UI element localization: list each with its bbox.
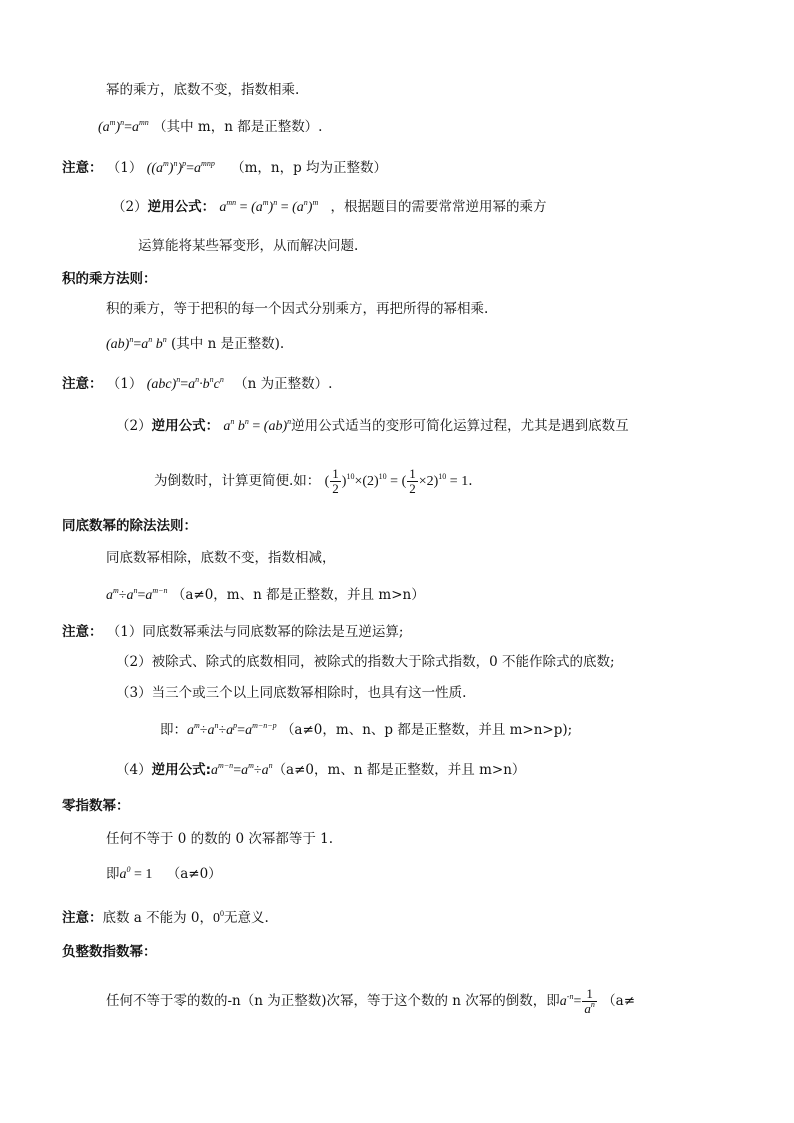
note-text: 底数 a 不能为 0， xyxy=(102,910,214,926)
formula-condition: （a≠0） xyxy=(166,866,222,882)
note-condition: （m，n，p 均为正整数） xyxy=(231,160,388,176)
note-1-row xyxy=(62,622,403,642)
note-3-text: （3）当三个或三个以上同底数幂相除时，也具有这一性质. xyxy=(116,685,467,701)
note-2-continuation: 为倒数时，计算更简便.如： xyxy=(154,473,321,489)
section-heading-zero-exponent: 零指数幂： xyxy=(62,798,130,814)
note-1-row: 注意： （1） $(abc)^n=a^n\cdot b^nc^n$ （n 为正整数）. xyxy=(62,375,333,392)
note-label: 注意： xyxy=(62,910,103,926)
negative-exponent-intro: 任何不等于零的数的-n（n 为正整数)次幂，等于这个数的 n 次幂的倒数，即 xyxy=(106,993,560,1009)
reverse-formula-label: 逆用公式： xyxy=(147,199,216,215)
zero-exponent-formula: 即$a^0 = 1$ （a≠0） xyxy=(106,865,222,882)
formula-condition: （a≠0，m、n 都是正整数，并且 m>n） xyxy=(171,587,425,603)
note-2-tail: ，根据题目的需要常常逆用幂的乘方 xyxy=(330,199,547,215)
note-label: 注意： xyxy=(62,160,103,176)
example-end: . xyxy=(468,473,473,489)
division-intro: 同底数幂相除，底数不变，指数相减， xyxy=(106,550,336,566)
note-label: 注意： xyxy=(62,624,103,640)
note-1-row: 注意： （1） $((a^m)^n)^p=a^{mnp}$ （m，n，p 均为正整数） xyxy=(62,159,388,176)
zero-exponent-note: 注意：底数 a 不能为 0，$0^0$无意义. xyxy=(62,909,269,926)
note-label: 注意： xyxy=(62,376,103,392)
note-index: （1） xyxy=(106,160,143,176)
note-2-tail: 逆用公式适当的变形可简化运算过程，尤其是遇到底数互 xyxy=(291,418,629,434)
note-2-text: （2）被除式、除式的底数相同，被除式的指数大于除式指数，0 不能作除式的底数; xyxy=(116,654,615,670)
note-condition: （n 为正整数）. xyxy=(234,376,333,392)
section-heading-division: 同底数幂的除法法则： xyxy=(62,518,197,534)
formula-condition: (其中 n 是正整数). xyxy=(171,336,285,352)
note-index: （4） xyxy=(116,762,152,778)
note-3-formula: 即：$a^m\div a^n\div a^p=a^{m-n-p}$ （a≠0，m、n、p 都是正整数，并且 m>n>p); xyxy=(160,721,573,738)
formula-condition: （a≠ xyxy=(602,993,636,1009)
note-tail: 无意义. xyxy=(224,910,269,926)
note-index: （2） xyxy=(116,418,152,434)
note-2-continuation: 运算能将某些幂变形，从而解决问题. xyxy=(138,238,359,254)
note-index: （2） xyxy=(112,199,148,215)
formula-condition: （其中 m，n 都是正整数）. xyxy=(153,119,323,135)
zero-exponent-intro: 任何不等于 0 的数的 0 次幂都等于 1. xyxy=(106,831,334,847)
note-index: （1） xyxy=(106,376,143,392)
product-power-formula: $(ab)^n=a^n$ $b^n$ (其中 n 是正整数). xyxy=(106,335,285,352)
reverse-formula-label: 逆用公式: xyxy=(151,762,211,778)
formula-condition: （a≠0，m、n、p 都是正整数，并且 m>n>p); xyxy=(280,722,573,738)
fraction-one-half: $\frac{1}{2}$ xyxy=(332,466,339,496)
reverse-formula-label: 逆用公式： xyxy=(151,418,220,434)
power-of-power-formula: $(a^m)^n=a^{mn}$ （其中 m，n 都是正整数）. xyxy=(98,118,323,135)
note-1-text: （1）同底数幂乘法与同底数幂的除法是互逆运算; xyxy=(106,624,404,640)
note-3-prefix: 即： xyxy=(160,722,187,738)
note-2-example-row: 为倒数时，计算更简便.如： ( $\frac{1}{2}$ )$^{10}\times(2)^{10}$ = ( $\frac{1}{2}$ ×2)$^{10}$ = 1. xyxy=(154,466,473,496)
note-4-row: （4）逆用公式$:a^{m-n}=a^m\div a^n(a\ne 0$，m、n 都是正整数，并且 m>n） xyxy=(116,761,526,778)
section-heading-product-power: 积的乘方法则： xyxy=(62,271,157,287)
note-2-row: （2）逆用公式： $a^n$ $b^n = (ab)^n$逆用公式适当的变形可简化运算过程，尤其是遇到底数互 xyxy=(116,417,629,434)
power-of-power-intro: 幂的乘方，底数不变，指数相乘. xyxy=(106,82,300,98)
division-formula: $a^m\div a^n=a^{m-n}$ （a≠0，m、n 都是正整数，并且 m>n） xyxy=(106,586,425,603)
section-heading-negative-exponent: 负整数指数幂： xyxy=(62,944,157,960)
fraction-one-half: $\frac{1}{2}$ xyxy=(409,466,416,496)
formula-condition: （a≠0，m、n 都是正整数，并且 m>n） xyxy=(272,762,526,778)
formula-prefix: 即 xyxy=(106,866,120,882)
fraction-one-over-a-n: $\frac{1}{a^n}$ xyxy=(584,986,595,1016)
negative-exponent-row: 任何不等于零的数的-n（n 为正整数)次幂，等于这个数的 n 次幂的倒数，即$a^{-n}=$ $\frac{1}{a^n}$ （a≠ xyxy=(106,986,636,1016)
note-2-row: （2）逆用公式： $a^{mn} = (a^m)^n = (a^n)^m$ ，根据题目的需要常常逆用幂的乘方 xyxy=(112,198,547,215)
product-power-intro: 积的乘方，等于把积的每一个因式分别乘方，再把所得的幂相乘. xyxy=(106,301,489,317)
